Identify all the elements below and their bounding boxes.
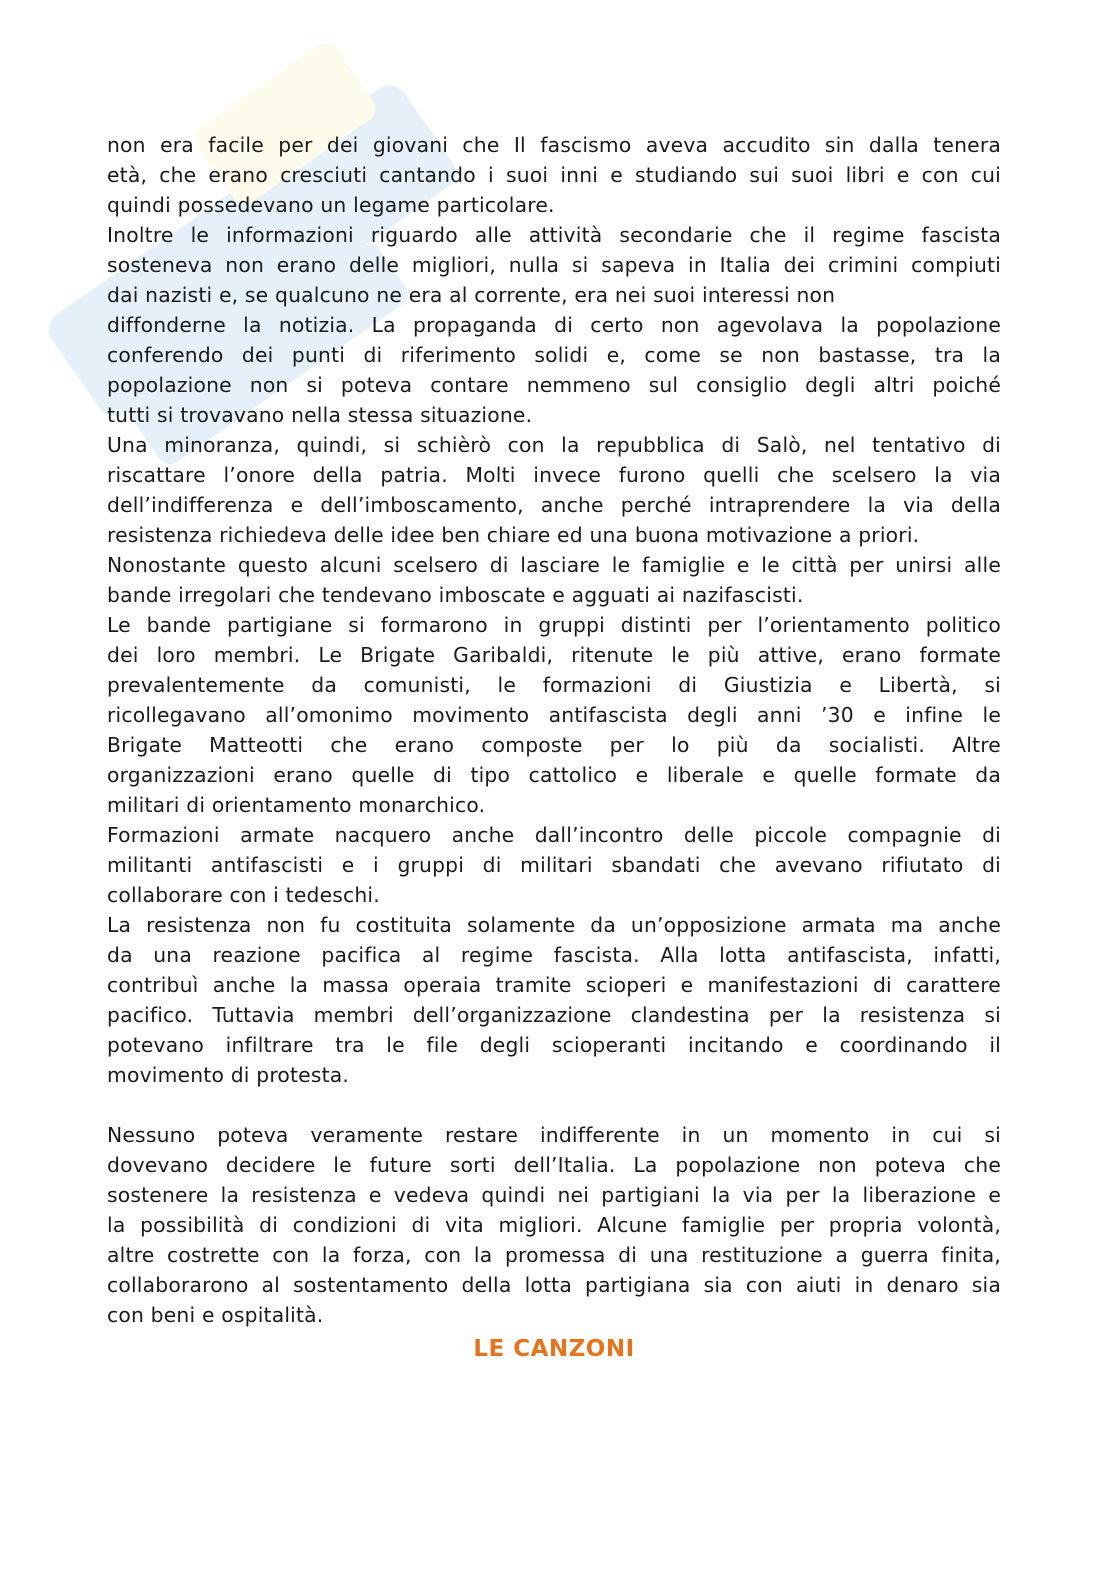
- text-line: Una minoranza, quindi, si schièrò con la repubblica di Salò, nel tentativo di: [107, 433, 1001, 457]
- text-line: contribuì anche la massa operaia tramite scioperi e manifestazioni di carattere: [107, 973, 1001, 997]
- text-line: conferendo dei punti di riferimento solidi e, come se non bastasse, tra la: [107, 343, 1001, 367]
- text-line: organizzazioni erano quelle di tipo cattolico e liberale e quelle formate da: [107, 763, 1001, 787]
- text-line: collaborarono al sostentamento della lotta partigiana sia con aiuti in denaro sia: [107, 1273, 1001, 1297]
- text-line: Brigate Matteotti che erano composte per lo più da socialisti. Altre: [107, 733, 1001, 757]
- text-line: prevalentemente da comunisti, le formazioni di Giustizia e Libertà, si: [107, 673, 1001, 697]
- paragraph-3: [107, 430, 1001, 550]
- text-line: altre costrette con la forza, con la promessa di una restituzione a guerra finita,: [107, 1243, 1001, 1267]
- text-line: con beni e ospitalità.: [107, 1303, 324, 1327]
- text-line: quindi possedevano un legame particolare.: [107, 193, 555, 217]
- paragraph-7: [107, 910, 1001, 1090]
- text-line: La resistenza non fu costituita solamente da un’opposizione armata ma anche: [107, 913, 1001, 937]
- text-line: da una reazione pacifica al regime fascista. Alla lotta antifascista, infatti,: [107, 943, 1001, 967]
- text-line: Le bande partigiane si formarono in gruppi distinti per l’orientamento politico: [107, 613, 1001, 637]
- paragraph-spacer: [107, 1090, 1001, 1120]
- paragraph-5: [107, 610, 1001, 820]
- text-line: Inoltre le informazioni riguardo alle attività secondarie che il regime fascista: [107, 223, 1001, 247]
- text-line: Nessuno poteva veramente restare indifferente in un momento in cui si: [107, 1123, 1001, 1147]
- text-line: la possibilità di condizioni di vita migliori. Alcune famiglie per propria volontà,: [107, 1213, 1001, 1237]
- text-line: dei loro membri. Le Brigate Garibaldi, ritenute le più attive, erano formate: [107, 643, 1001, 667]
- text-line: Formazioni armate nacquero anche dall’incontro delle piccole compagnie di: [107, 823, 1001, 847]
- text-line: età, che erano cresciuti cantando i suoi inni e studiando sui suoi libri e con cui: [107, 163, 1001, 187]
- text-line: Nonostante questo alcuni scelsero di lasciare le famiglie e le città per unirsi alle: [107, 553, 1001, 577]
- paragraph-1: [107, 130, 1001, 220]
- paragraph-4: [107, 550, 1001, 610]
- text-line: militari di orientamento monarchico.: [107, 793, 486, 817]
- text-line: resistenza richiedeva delle idee ben chiare ed una buona motivazione a priori.: [107, 523, 920, 547]
- text-line: tutti si trovavano nella stessa situazione.: [107, 403, 533, 427]
- document-body: [107, 130, 1001, 1366]
- text-line: militanti antifascisti e i gruppi di militari sbandati che avevano rifiutato di: [107, 853, 1001, 877]
- text-line: collaborare con i tedeschi.: [107, 883, 380, 907]
- text-line: movimento di protesta.: [107, 1063, 350, 1087]
- paragraph-8: [107, 1120, 1001, 1330]
- text-line: bande irregolari che tendevano imboscate e agguati ai nazifascisti.: [107, 583, 804, 607]
- text-line: dai nazisti e, se qualcuno ne era al corrente, era nei suoi interessi non: [107, 283, 836, 307]
- text-line: non era facile per dei giovani che Il fascismo aveva accudito sin dalla tenera: [107, 133, 1001, 157]
- text-line: ricollegavano all’omonimo movimento antifascista degli anni ’30 e infine le: [107, 703, 1001, 727]
- text-line: popolazione non si poteva contare nemmeno sul consiglio degli altri poiché: [107, 373, 1001, 397]
- text-line: dell’indifferenza e dell’imboscamento, anche perché intraprendere la via della: [107, 493, 1001, 517]
- text-line: diffonderne la notizia. La propaganda di certo non agevolava la popolazione: [107, 313, 1001, 337]
- text-line: sosteneva non erano delle migliori, nulla si sapeva in Italia dei crimini compiuti: [107, 253, 1001, 277]
- text-line: dovevano decidere le future sorti dell’Italia. La popolazione non poteva che: [107, 1153, 1001, 1177]
- section-heading: LE CANZONI: [473, 1336, 635, 1362]
- paragraph-2: [107, 220, 1001, 430]
- text-line: potevano infiltrare tra le file degli scioperanti incitando e coordinando il: [107, 1033, 1001, 1057]
- text-line: pacifico. Tuttavia membri dell’organizzazione clandestina per la resistenza si: [107, 1003, 1001, 1027]
- paragraph-6: [107, 820, 1001, 910]
- text-line: sostenere la resistenza e vedeva quindi nei partigiani la via per la liberazione e: [107, 1183, 1001, 1207]
- text-line: riscattare l’onore della patria. Molti invece furono quelli che scelsero la via: [107, 463, 1001, 487]
